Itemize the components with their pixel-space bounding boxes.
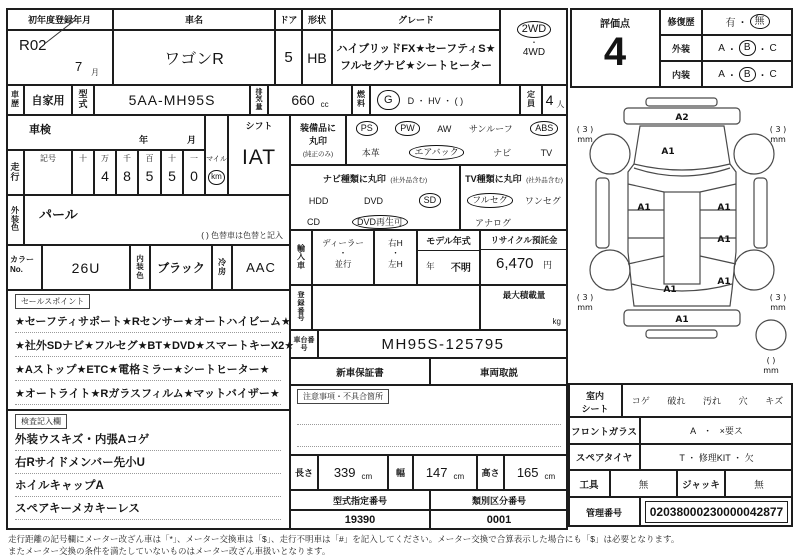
grade-header: グレード [332,8,500,30]
digit-label: 百 [145,154,154,163]
tv-type-cell [460,165,568,230]
digit-value: 5 [145,168,154,184]
equipment-row2 [347,141,567,164]
nav-type-label: ナビ種類に丸印 [322,174,386,184]
windshield-label: フロントガラス [568,417,640,444]
first-reg-year: R02 [19,37,47,54]
equipment-label1: 装備品に [299,123,336,133]
recycle-label: リサイクル預託金 [481,231,567,250]
caution-line [297,446,561,447]
max-load-cell [480,285,568,330]
displacement-label: 排気量 [255,88,263,111]
mile-unit-cell [205,115,228,195]
fuel-label: 燃料 [356,90,365,108]
capacity-unit: 人 [556,99,565,109]
tread-front-right: ( 3 ) [769,125,787,134]
import-parallel: 並行 [334,259,352,270]
spare-tire-opts: T ・ 修理KIT ・ 欠 [640,444,793,470]
repair-yes: 有 [725,18,736,29]
inspection-line: ホイルキャップA [15,476,281,497]
digit-value: 4 [101,168,109,184]
seat-opt-ana: 穴 [738,395,748,406]
length-value-cell [318,455,388,490]
shaken-label: 車検 [29,124,51,136]
registration-label-cell [290,285,312,330]
equipment-label3: (純正のみ) [302,151,334,158]
drive-dot: ・ [530,37,538,47]
footer-note-1: 走行距離の記号欄にメーター改ざん車は「*」、メーター交換車は「$」、走行不明車は「#」を記入してください。メーター交換で合算表示した場合にも「$」は必要となります。 [8,534,680,544]
equip-aw: AW [437,123,452,134]
door-seams [628,210,736,238]
right-side-shape [730,164,736,290]
damage-hood: A1 [661,147,675,157]
model-code-label: 型式 [78,89,88,109]
designation-label: 型式指定番号 [290,490,430,510]
tread-front-left-unit: mm [577,135,593,144]
seat-opt-yogore: 汚れ [703,395,722,406]
handle-right: 右H [388,238,403,248]
color-no-label2: No. [10,265,23,274]
length-value: 339 [333,465,356,480]
tread-spare-unit: mm [763,366,779,375]
mileage-label-cell [6,150,24,195]
caution-line [297,424,561,425]
model-code-label-cell [72,85,94,115]
digit-label: 万 [101,154,109,163]
tv-type-sublabel: (社外品含む) [526,177,563,184]
import-label-cell [290,230,312,285]
interior-b-circled: B [739,67,756,83]
first-reg-header: 初年度登録年月 [6,8,113,30]
sales-line: ★Aストップ★ETC★電格ミラー★シートヒーター★ [15,359,281,381]
tread-rear-right: ( 3 ) [769,293,787,302]
roof-trim-shape [646,98,717,106]
mileage-digit-col [116,150,138,195]
width-label: 幅 [388,455,413,490]
displacement-value: 660 [291,92,315,108]
month-suffix: 月 [91,68,99,77]
tv-analog: アナログ [475,217,512,228]
handle-cell [374,230,417,285]
nav-sd-circled: SD [419,193,442,207]
import-dot: ・ [338,248,348,258]
first-reg-cell [6,30,113,85]
seat-opt-koge: コゲ [631,395,650,406]
inspection-notes-tag: 検査記入欄 [15,414,67,429]
first-reg-month: 7 [75,59,83,74]
rear-gate-shape [632,290,732,306]
nav-dvd: DVD [363,195,383,206]
inspection-notes-cell [6,410,290,530]
drive-2wd-circled: 2WD [517,21,551,38]
tread-rear-left: ( 3 ) [576,293,594,302]
mile-label: マイル [206,156,227,163]
model-code-value: 5AA-MH95S [94,85,250,115]
repair-no-circled: 無 [750,14,770,30]
import-dealer-cell [312,230,374,285]
mileage-symbol-cell [24,150,72,195]
exterior-dot: ・ [757,44,768,56]
management-value-cell [640,497,793,527]
caution-tag: 注意事項・不具合箇所 [297,389,389,404]
tread-rear-left-unit: mm [577,303,593,312]
nav-row1 [291,189,459,212]
import-dealer: ディーラー [322,238,364,248]
color-no-label-cell [6,245,42,290]
score-value: 4 [603,30,627,74]
door-value: 5 [275,30,302,85]
length-unit: cm [361,472,373,481]
management-value: 02038000230000042877 [645,501,788,523]
nav-type-sublabel: (社外品含む) [390,177,428,184]
nav-cd: CD [307,217,320,227]
capacity-cell [542,85,568,115]
car-name-value: ワゴンR [113,30,275,85]
displacement-label-cell [250,85,268,115]
registration-label: 登録番号 [297,292,305,323]
capacity-label-cell [520,85,542,115]
ac-label-cell [212,245,232,290]
tv-fullseg-circled: フルセグ [467,193,513,207]
damage-left-front-door: A1 [637,203,651,213]
tread-front-right-unit: mm [770,135,786,144]
model-year-suffix: 年 [426,261,435,271]
height-unit: cm [544,472,556,481]
color-no-label1: カラー [10,255,34,264]
equip-navi: ナビ [493,148,512,158]
tools-label: 工具 [568,470,610,497]
car-name-header: 車名 [113,8,275,30]
shift-cell [228,115,290,195]
tv-oneseg: ワンセグ [524,196,561,206]
grade-value [332,30,500,85]
seat-opt-kizu: キズ [765,395,784,406]
score-label: 評価点 [600,19,630,30]
wheel-front-left [590,134,630,174]
max-load-label: 最大積載量 [502,290,546,300]
history-value: 自家用 [24,85,72,115]
caution-cell [290,385,568,455]
interior-dot: ・ [757,71,768,82]
displacement-unit: cc [320,99,329,109]
digit-label: 一 [190,154,198,163]
equip-ps-circled: PS [356,121,378,135]
equip-leather: 本革 [361,148,380,158]
tools-value: 無 [610,470,677,497]
tv-type-label: TV種類に丸印 [465,174,522,184]
windshield-opts: A ・ ×要ス [640,417,793,444]
damage-rear-gate: A1 [663,285,677,295]
seat-opt-yabure: 破れ [667,395,686,406]
shift-value: IAT [241,146,277,169]
tread-front-left: ( 3 ) [576,125,594,134]
right-rail-shape [754,178,767,248]
km-circled: km [208,170,225,185]
warranty-cell: 新車保証書 [290,358,430,385]
damage-right-front-door: A1 [717,203,731,213]
equipment-label2: 丸印 [308,136,327,146]
wheel-rear-left [590,250,630,290]
mileage-digit-col [72,150,94,195]
interior-a: A [718,69,725,80]
body-color-label-cell [6,195,24,245]
equip-sunroof: サンルーフ [468,124,513,134]
model-year-label: モデル年式 [418,231,479,251]
history-label-cell [6,85,24,115]
repair-dot: ・ [737,18,748,29]
grade-line2: フルセグナビ★シートヒーター [340,59,492,72]
shaken-month-suffix: 月 [187,135,197,145]
capacity-value: 4 [545,92,554,108]
mileage-digit-col [94,150,116,195]
digit-value: 5 [168,168,176,184]
recycle-value: 6,470 [495,255,534,272]
management-label: 管理番号 [568,497,640,527]
sales-line: ★社外SDナビ★フルセグ★BT★DVD★スマートキーX2★ [15,335,281,357]
fuel-label-cell [352,85,370,115]
jack-label: ジャッキ [677,470,725,497]
ac-label: 冷房 [217,257,226,276]
inspection-line: 外装ウスキズ・内張Aコゲ [15,430,281,451]
nav-dvd-play-circled: DVD再生可 [352,215,408,229]
fuel-rest: D ・ HV ・ ( ) [407,95,464,106]
digit-value: 0 [190,168,198,184]
seat-label-cell [568,383,622,417]
interior-label: 内装 [660,61,702,88]
equip-airbag-circled: エアバック [409,145,463,159]
manual-cell: 車両取説 [430,358,568,385]
fuel-cell [370,85,520,115]
seat-opts [622,383,793,417]
interior-color-label-cell [130,245,150,290]
damage-front-bumper: A2 [675,113,689,123]
exterior-a: A [718,42,725,54]
height-label: 高さ [477,455,504,490]
grade-line1: ハイブリッドFX★セーフティS★ [336,43,496,55]
interior-color-value: ブラック [150,245,212,290]
chassis-label: 車台番号 [293,337,315,353]
height-value-cell [504,455,568,490]
tread-spare: ( ) [766,356,776,365]
digit-label: 十 [168,154,176,163]
tread-rear-right-unit: mm [770,303,786,312]
displacement-cell [268,85,352,115]
interior-color-label: 内装色 [136,254,144,280]
equip-tv: TV [540,147,553,158]
fuel-selected-circled: G [377,90,400,111]
body-color-value: パール [39,207,78,222]
history-label: 車歴 [10,90,19,108]
interior-dot: ・ [726,71,737,82]
mileage-label: 走行 [10,161,20,182]
height-value: 165 [516,465,539,480]
body-color-cell [24,195,290,245]
door-header: ドア [275,8,302,30]
equipment-items-cell [346,115,568,165]
equipment-row1 [347,116,567,141]
sales-line: ★オートライト★Rガラスフィルム★マットバイザー★ [15,383,281,405]
score-cell [570,8,660,88]
color-no-value: 26U [42,245,130,290]
left-rail-shape [596,178,609,248]
shaken-cell [6,115,205,150]
hood-shape [634,126,730,170]
shaken-year-suffix: 年 [139,135,149,145]
exterior-opts [702,35,793,61]
chassis-label-cell [290,330,318,358]
tv-row2 [461,212,567,232]
digit-value: 8 [123,168,131,184]
exterior-c: C [769,42,777,54]
digit-label: 十 [79,154,87,163]
inspection-line: 右Rサイドメンバー先小U [15,453,281,474]
sales-points-tag: セールスポイント [15,294,90,309]
max-load-unit: kg [552,317,561,326]
damage-right-quarter: A1 [717,277,731,287]
damage-rear-bumper: A1 [675,315,689,325]
exterior-label: 外装 [660,35,702,61]
nav-hdd: HDD [308,195,329,206]
seat-label2: シート [581,404,609,414]
equipment-label-cell [290,115,346,165]
nav-type-cell [290,165,460,230]
mileage-symbol-label: 記号 [40,154,56,163]
width-value-cell [413,455,477,490]
width-unit: cm [453,472,465,481]
registration-value-cell [312,285,480,330]
tv-row1 [461,189,567,212]
length-label: 長さ [290,455,318,490]
cabin-floor-shape [664,192,700,284]
digit-label: 千 [123,154,131,163]
rear-trim-shape [646,330,717,338]
car-damage-diagram [568,92,795,383]
seat-label1: 室内 [585,391,604,401]
handle-dot: ・ [391,248,400,258]
drive-cell [500,8,568,85]
model-year-value: 不明 [450,262,471,274]
shape-header: 形状 [302,8,332,30]
spare-tire-label: スペアタイヤ [568,444,640,470]
shift-label: シフト [245,121,273,131]
mileage-digit-col [161,150,183,195]
exterior-b-circled: B [739,40,756,56]
model-year-cell [417,230,480,285]
import-label: 輸入車 [296,243,305,270]
damage-right-rear-door: A1 [717,235,731,245]
footer-note-2: またメーター交換の条件を満たしていないものはメーター改ざん車扱いとなります。 [8,546,331,556]
equip-pw-circled: PW [395,121,420,135]
windshield-shape [634,168,730,176]
exterior-dot: ・ [726,44,737,56]
wheel-front-right [734,134,774,174]
recycle-cell [480,230,568,285]
sales-line: ★セーフティサポート★Rセンサー★オートハイビーム★ [15,311,281,333]
classification-label: 類別区分番号 [430,490,568,510]
mileage-digit-col [183,150,205,195]
interior-c: C [769,69,777,80]
drive-4wd: 4WD [522,47,546,59]
chassis-value: MH95S-125795 [318,330,568,358]
spare-tire-shape [756,320,786,350]
designation-value: 19390 [290,510,430,530]
body-color-note: ( ) 色替車は色替と記入 [201,231,283,240]
classification-value: 0001 [430,510,568,530]
left-side-shape [628,164,634,290]
sales-points-cell [6,290,295,410]
equip-abs-circled: ABS [530,121,558,135]
body-color-label: 外装色 [10,206,19,233]
ac-value: AAC [232,245,290,290]
repair-opts [702,8,793,35]
repair-label: 修復歴 [660,8,702,35]
width-value: 147 [425,465,448,480]
inspection-line: スペアキーメカキーレス [15,499,281,520]
shape-value: HB [302,30,332,85]
nav-row2 [291,212,459,232]
jack-value: 無 [725,470,793,497]
handle-left: 左H [388,259,403,270]
wheel-rear-right [734,250,774,290]
mileage-digit-col [138,150,161,195]
recycle-unit: 円 [542,260,552,270]
interior-opts [702,61,793,88]
capacity-label: 定員 [526,90,535,108]
